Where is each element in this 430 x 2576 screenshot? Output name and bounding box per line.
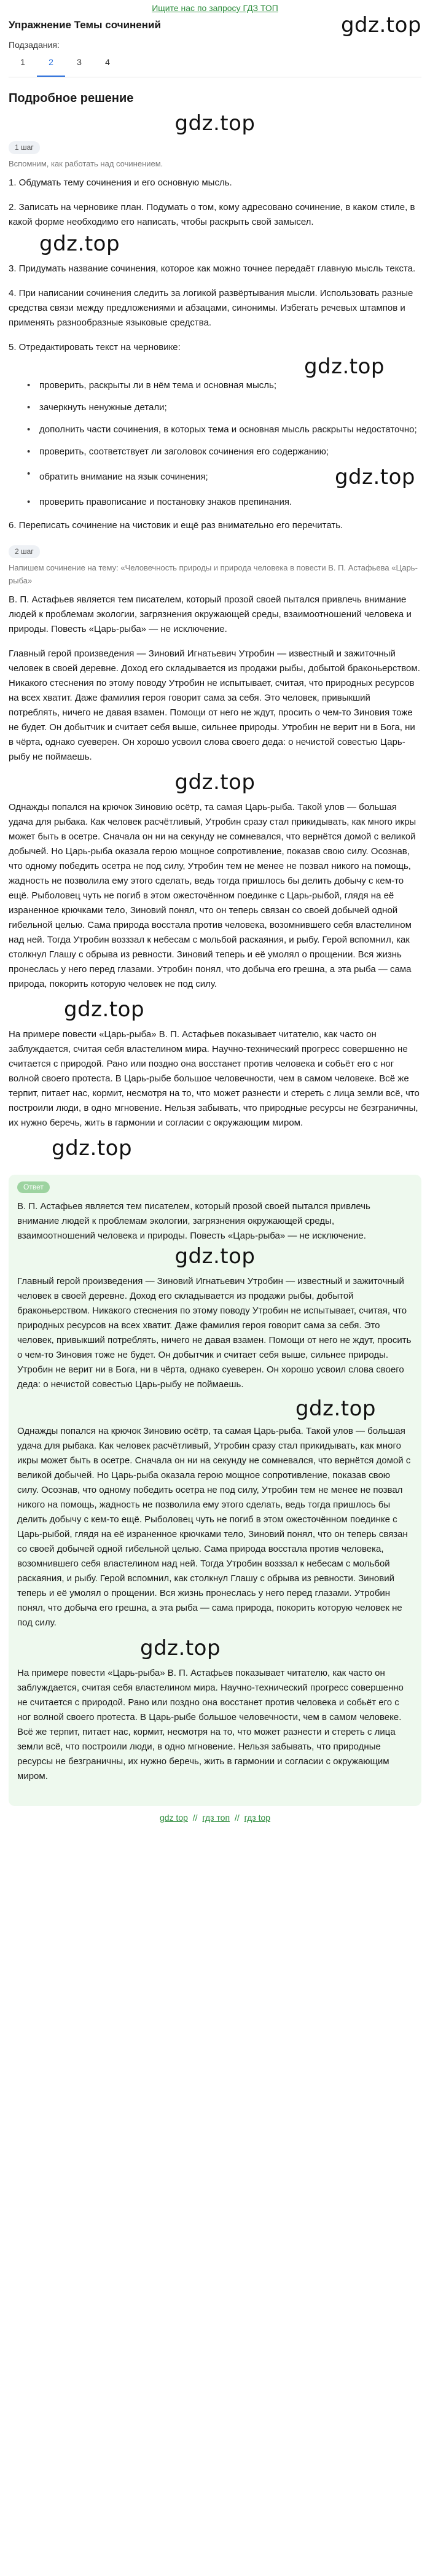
tab-subtask-1[interactable]: 1 — [20, 57, 25, 68]
watermark-6: gdz.top — [64, 997, 145, 1022]
page-title: Упражнение Темы сочинений — [9, 19, 161, 31]
list-item: • зачеркнуть ненужные детали; — [9, 400, 421, 415]
list-item: • проверить правописание и постановку знаков препинания. — [9, 495, 421, 510]
footer-link-1[interactable]: gdz top — [159, 1812, 188, 1823]
list-item: • дополнить части сочинения, в которых тема и основная мысль раскрыты недостаточно; — [9, 422, 421, 437]
paragraph: Однажды попался на крючок Зиновию осётр, та самая Царь-рыба. Такой улов — большая удача для рыбака. Как человек расчётливый, Утробин сразу стал прикидывать, как много икры может быть в осетре. Сначала он ни на секунду не сомневался, что вернётся домой с великой добычей. Но Царь-рыба оказала герою мощное сопротивление, показав свою силу. Осознав, что одному победить осетра не под силу, Утробин тем не менее не позвал никого на помощь, жадность не позволила ему этого сделать, ведь тогда пришлось бы делить добычу с кем-то ещё. Рыболовец чуть не погиб в этом ожесточённом поединке с Царь-рыбой, глядя на её израненное крючками тело, Зиновий понял, что он теперь связан со своей добычей одной гибельной целью. Сама природа восстала против человека, возомнившего себя властелином над ней. Тогда Утробин возззал к небесам с мольбой раскаяния, и рыбу. Герой вспомнил, как столкнул Глашу с обрыва из ревности. Зиновий теперь и её умолял о прощении. Вся жизнь пронеслась у него перед глазами. Утробин понял, что добыча его грешна, а эта рыба — сама природа, покорить которую человек не под силу. — [17, 1425, 411, 1628]
solution-header — [9, 88, 421, 108]
watermark-10: gdz.top — [140, 1635, 221, 1660]
watermark-9: gdz.top — [295, 1396, 376, 1421]
tab-subtask-3[interactable]: 3 — [77, 57, 82, 68]
paragraph: 5. Отредактировать текст на черновике: — [9, 341, 181, 352]
paragraph: Главный герой произведения — Зиновий Игнатьевич Утробин — известный и зажиточный человек в своей деревне. Доход его складывается из продажи рыбы, добытой браконьерством. Никакого стеснения по этому поводу Утробин не испытывает, считая, что природных ресурсов на всех хватит. Даже фамилия героя говорит сама за себя. Это человек, привыкший потреблять, ничего не давая взамен. Помощи от него не ждут, просить о чем-то Зиновия тоже не будет. Он добытчик и считает себя выше, сильнее природы. Утробин не верит ни в Бога, ни в чёрта, однако суеверен. Он хорошо усвоил слова своего деда: о нечистой совестью Царь-рыбу не поймаешь. — [9, 648, 420, 762]
subtasks-label: Подзадания: — [9, 40, 60, 50]
solution-title: Подробное решение — [9, 91, 134, 105]
step-badge-2: 2 шаг — [9, 545, 40, 558]
paragraph: Главный герой произведения — Зиновий Игнатьевич Утробин — известный и зажиточный человек в своей деревне. Доход его складывается из продажи рыбы, добытой браконьерством. Никакого стеснения по этому поводу Утробин не испытывает, считая, что природных ресурсов на всех хватит. Даже фамилия героя говорит сама за себя. Это человек, привыкший потреблять, ничего не давая взамен. Помощи от него не ждут, просить о чем-то Зиновия тоже не будет. Он добытчик и считает себя выше, сильнее природы. Утробин не верит ни в Бога, ни в чёрта, однако суеверен. Он хорошо усвоил слова своего деда: о нечистой совестью Царь-рыбу не поймаешь. — [17, 1275, 412, 1390]
watermark-1: gdz.top — [174, 111, 256, 136]
subtasks — [0, 34, 430, 77]
watermark-4: gdz.top — [334, 464, 415, 489]
solution-section — [0, 77, 430, 1806]
paragraph: 2. Записать на черновике план. Подумать о том, кому адресовано сочинение, в каком стиле, в какой форме необходимо его написать, чтобы раскрыть свой замысел. — [9, 201, 415, 227]
watermark-3: gdz.top — [303, 354, 385, 379]
paragraph: В. П. Астафьев является тем писателем, который прозой своей пытался привлечь внимание людей к проблемам экологии, загрязнения окружающей среды, взаимоотношений человека и природы. Повесть «Царь-рыба» — не исключение. — [9, 594, 412, 634]
paragraph: На примере повести «Царь-рыба» В. П. Астафьев показывает читателю, как часто он заблуждается, считая себя властелином мира. Научно-технический прогресс совершенно не считается с природой. Рано или поздно она восстанет против человека и собьёт его с ног волной своего протеста. В Царь-рыбе большое человечности, чем в самом человеке. Всё же терпит, питает нас, кормит, несмотря на то, что может разнести и стереть с лица земли всё, что построили люди, в одно мгновение. Нельзя забывать, что природные ресурсы не безграничны, их нужно беречь, жить в гармонии и согласии с окружающим миром. — [17, 1667, 404, 1781]
answer-box — [9, 1175, 421, 1806]
watermark-7: gdz.top — [52, 1135, 133, 1161]
watermark-logo: gdz.top — [340, 13, 421, 37]
answer-tag: Ответ — [17, 1181, 50, 1193]
edit-checklist — [9, 378, 421, 510]
footer: gdz top // гдз топ // гдз top — [159, 1812, 271, 1823]
paragraph: В. П. Астафьев является тем писателем, который прозой своей пытался привлечь внимание людей к проблемам экологии, загрязнения окружающей среды, взаимоотношений человека и природы. Повесть «Царь-рыба» — не исключение. — [17, 1200, 370, 1241]
paragraph: 6. Переписать сочинение на чистовик и ещё раз внимательно его перечитать. — [9, 519, 343, 531]
banner-link[interactable]: Ищите нас по запросу ГДЗ ТОП — [152, 3, 278, 13]
tab-subtask-4[interactable]: 4 — [105, 57, 110, 68]
paragraph: 3. Придумать название сочинения, которое как можно точнее передаёт главную мысль текста. — [9, 263, 416, 274]
paragraph: На примере повести «Царь-рыба» В. П. Астафьев показывает читателю, как часто он заблуждается, считая себя властелином мира. Научно-технический прогресс совершенно не считается с природой. Рано или поздно она восстанет против человека и собьёт его с ног волной своего протеста. В Царь-рыбе большое человечности, чем в самом человеке. Всё же терпит, питает нас, кормит, несмотря на то, что может разнести и стереть с лица земли всё, что построили люди, в одно мгновение. Нельзя забывать, что природные ресурсы не безграничны, их нужно беречь, жить в гармонии и согласии с окружающим миром. — [9, 1029, 420, 1128]
step-badge-1: 1 шаг — [9, 141, 40, 154]
step-caption-2: Напишем сочинение на тему: «Человечность природы и природа человека в повести В. П. Астафьева «Царь-рыба» — [9, 562, 418, 585]
list-item: • проверить, соответствует ли заголовок сочинения его содержанию; — [9, 445, 421, 459]
list-item: • проверить, раскрыты ли в нём тема и основная мысль; — [9, 378, 421, 393]
paragraph: Однажды попался на крючок Зиновию осётр, та самая Царь-рыба. Такой улов — большая удача для рыбака. Как человек расчётливый, Утробин сразу стал прикидывать, как много икры может быть в осетре. Сначала он ни на секунду не сомневался, что вернётся домой с великой добычей. Но Царь-рыба оказала герою мощное сопротивление, показав свою силу. Осознав, что одному победить осетра не под силу, Утробин тем не менее не позвал никого на помощь, жадность не позволила ему этого сделать, ведь тогда пришлось бы делить добычу с кем-то ещё. Рыболовец чуть не погиб в этом ожесточённом поединке с Царь-рыбой, глядя на её израненное крючками тело, Зиновий понял, что он теперь связан со своей добычей одной гибельной целью. Сама природа восстала против человека, возомнившего себя властелином над ней. Тогда Утробин возззал к небесам с мольбой раскаяния, и рыбу. Герой вспомнил, как столкнул Глашу с обрыва из ревности. Зиновий теперь и её умолял о прощении. Вся жизнь пронеслась у него перед глазами. Утробин понял, что добыча его грешна, а эта рыба — сама природа, покорить которую человек не под силу. — [9, 801, 416, 989]
footer-link-2[interactable]: гдз топ — [202, 1812, 230, 1823]
footer-link-3[interactable]: гдз top — [244, 1812, 271, 1823]
list-item: • обратить внимание на язык сочинения; gdz.top — [9, 467, 421, 488]
header — [0, 13, 430, 37]
paragraph: 1. Обдумать тему сочинения и его основную мысль. — [9, 177, 232, 188]
tab-subtask-2[interactable]: 2 — [37, 53, 65, 76]
subtask-tabs — [9, 53, 421, 77]
watermark-2: gdz.top — [39, 231, 120, 256]
paragraph: 4. При написании сочинения следить за логикой развёртывания мысли. Использовать разные средства связи между предложениями и абзацами, синонимы. Избегать речевых штампов и применять разнообразные языковые средства. — [9, 287, 413, 328]
step-caption-1: Вспомним, как работать над сочинением. — [9, 158, 163, 168]
watermark-8: gdz.top — [174, 1243, 256, 1269]
watermark-5: gdz.top — [174, 769, 256, 795]
